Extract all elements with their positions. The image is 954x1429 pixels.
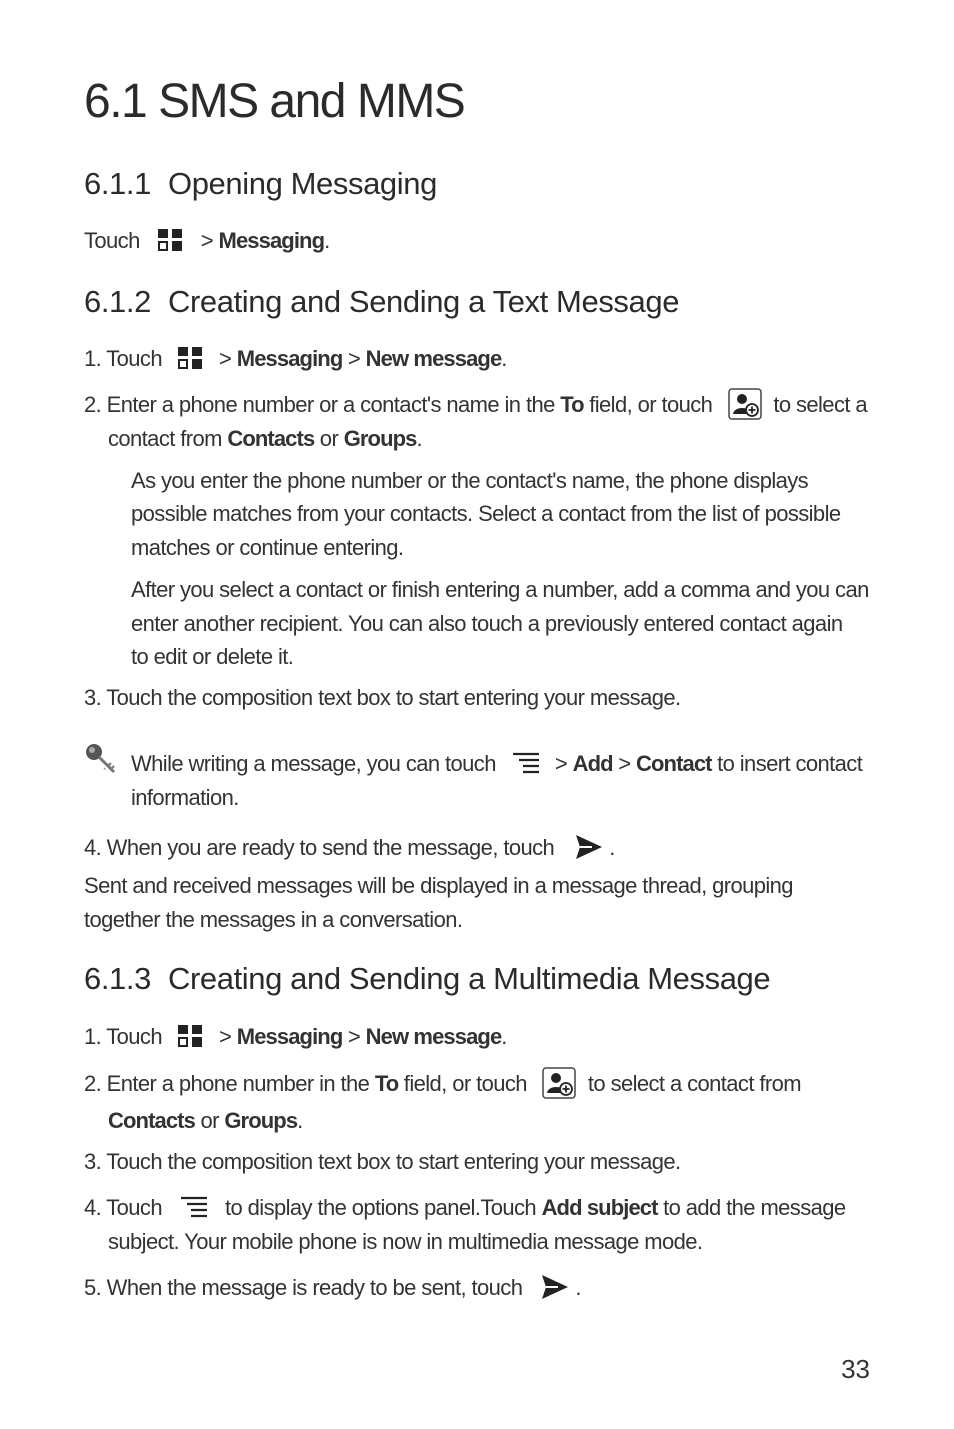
page-title: 6.1 SMS and MMS [84, 75, 465, 128]
page-number: 33 [841, 1354, 870, 1384]
paragraph-line: possible matches from your contacts. Select a contact from the list of possible [131, 501, 841, 526]
apps-grid-icon [155, 227, 185, 253]
paragraph-line: enter another recipient. You can also touch a previously entered contact again [131, 611, 843, 636]
paragraph-line: together the messages in a conversation. [84, 907, 463, 932]
paragraph-line: After you select a contact or finish entering a number, add a comma and you can [131, 577, 869, 602]
mms-step-4-line-1: 4. Touch to display the options panel.Touch Add subject to add the message [84, 1195, 846, 1220]
opening-messaging-instruction: Touch > Messaging. [84, 228, 330, 253]
section-heading-multimedia-message: 6.1.3 Creating and Sending a Multimedia Message [84, 961, 771, 996]
mms-step-1: 1. Touch > Messaging > New message. [84, 1024, 507, 1049]
add-contact-icon [542, 1067, 576, 1099]
mms-step-2-line-1: 2. Enter a phone number in the To field, or touch to select a contact from [84, 1067, 801, 1101]
menu-icon [511, 750, 541, 776]
text-step-2-line-1: 2. Enter a phone number or a contact's name in the To field, or touch to select a [84, 388, 867, 422]
paragraph-line: matches or continue entering. [131, 535, 404, 560]
text-step-3: 3. Touch the composition text box to start entering your message. [84, 685, 681, 710]
tip-line-1: While writing a message, you can touch > Add > Contact to insert contact [131, 751, 863, 776]
section-heading-text-message: 6.1.2 Creating and Sending a Text Message [84, 284, 680, 319]
mms-step-4-line-2: subject. Your mobile phone is now in multimedia message mode. [108, 1229, 703, 1254]
mms-step-3: 3. Touch the composition text box to start entering your message. [84, 1149, 681, 1174]
apps-grid-icon [175, 1023, 205, 1049]
mms-step-2-line-2: Contacts or Groups. [108, 1108, 303, 1133]
mms-step-5: 5. When the message is ready to be sent, touch . [84, 1275, 581, 1300]
paragraph-line: to edit or delete it. [131, 644, 294, 669]
tip-line-2: information. [131, 785, 239, 810]
text-step-1: 1. Touch > Messaging > New message. [84, 346, 507, 371]
menu-icon [179, 1194, 209, 1220]
text-step-4: 4. When you are ready to send the message, touch . [84, 835, 615, 860]
text-step-2-line-2: contact from Contacts or Groups. [108, 426, 423, 451]
paragraph-line: Sent and received messages will be displayed in a message thread, grouping [84, 873, 793, 898]
tip-key-icon [84, 742, 120, 776]
apps-grid-icon [175, 345, 205, 371]
send-icon [540, 1273, 570, 1301]
paragraph-line: As you enter the phone number or the contact's name, the phone displays [131, 468, 809, 493]
section-heading-opening-messaging: 6.1.1 Opening Messaging [84, 166, 437, 201]
send-icon [574, 833, 604, 861]
add-contact-icon [728, 388, 762, 420]
